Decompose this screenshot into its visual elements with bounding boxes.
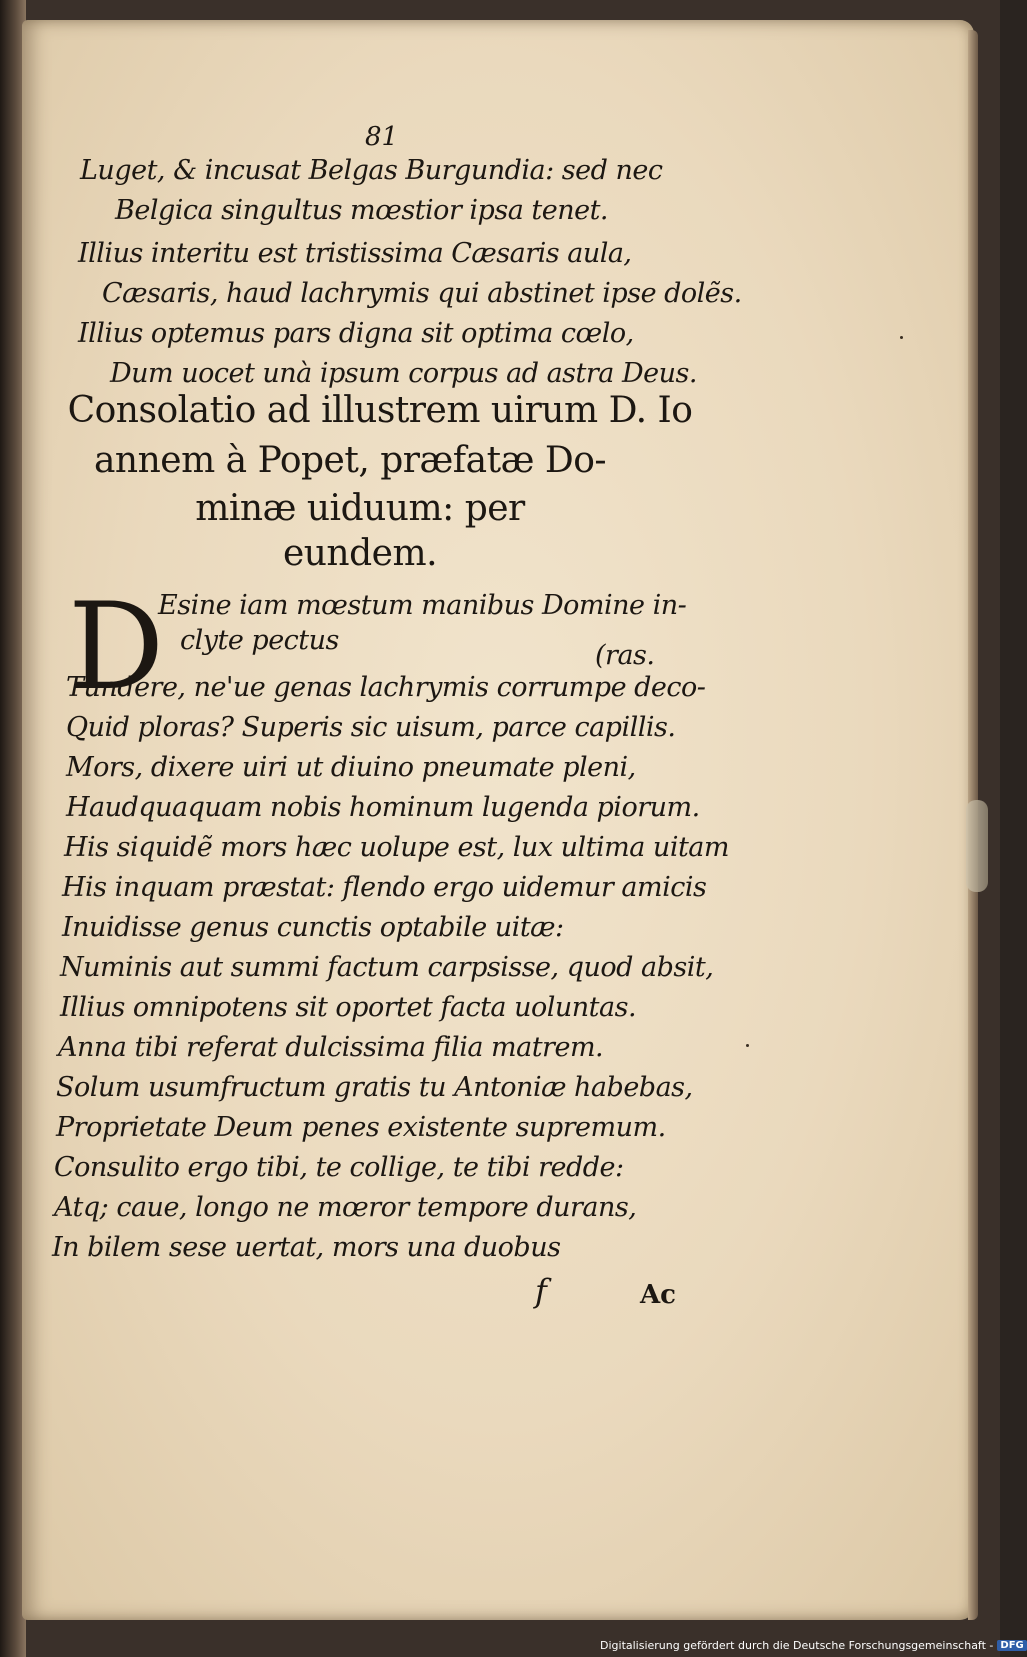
verse-line: clyte pectus: [180, 625, 339, 656]
verse-line: Illius omnipotens sit oportet facta uoluntas.: [60, 992, 637, 1023]
footer-credit: Digitalisierung gefördert durch die Deutsche Forschungsgemeinschaft -: [600, 1638, 994, 1652]
title-line: eundem.: [282, 533, 438, 574]
verse-line: Belgica singultus mœstior ipsa tenet.: [115, 195, 609, 226]
verse-line: Solum usumfructum gratis tu Antoniæ habebas,: [56, 1072, 693, 1103]
verse-line: His siquidẽ mors hæc uolupe est, lux ultima uitam: [64, 832, 730, 863]
verse-line: Proprietate Deum penes existente supremum.: [56, 1112, 666, 1143]
paper-speck: [900, 336, 903, 339]
paper-speck: [746, 1044, 749, 1047]
verse-line: Esine iam mœstum manibus Domine in-: [158, 590, 687, 621]
verse-line: Tundere, ne'ue genas lachrymis corrumpe deco-: [66, 672, 706, 703]
signature-mark: f: [535, 1272, 547, 1310]
title-line: annem à Popet, præfatæ Do-: [93, 440, 607, 481]
verse-line: Luget, & incusat Belgas Burgundia: sed nec: [80, 155, 663, 186]
title-line: Consolatio ad illustrem uirum D. Io: [67, 390, 693, 431]
page-number: 81: [365, 122, 399, 152]
title-line: minæ uiduum: per: [195, 488, 525, 529]
catchword: Ac: [640, 1280, 677, 1310]
verse-line: Consulito ergo tibi, te collige, te tibi redde:: [54, 1152, 624, 1183]
verse-line: Anna tibi referat dulcissima filia matrem.: [58, 1032, 604, 1063]
verse-line: In bilem sese uertat, mors una duobus: [52, 1232, 561, 1263]
verse-line: His inquam præstat: flendo ergo uidemur amicis: [62, 872, 707, 903]
verse-line: Numinis aut summi factum carpsisse, quod absit,: [60, 952, 714, 983]
verse-line: Quid ploras? Superis sic uisum, parce capillis.: [66, 712, 676, 743]
verse-line: Haudquaquam nobis hominum lugenda piorum.: [66, 792, 700, 823]
verse-line: Cæsaris, haud lachrymis qui abstinet ipse dolẽs.: [102, 278, 742, 309]
verse-line: Dum uocet unà ipsum corpus ad astra Deus.: [110, 358, 697, 389]
verse-line: Atq; caue, longo ne mœror tempore durans,: [54, 1192, 637, 1223]
turnover-text: (ras.: [595, 640, 655, 671]
verse-line: Inuidisse genus cunctis optabile uitæ:: [62, 912, 564, 943]
verse-line: Illius interitu est tristissima Cæsaris aula,: [78, 238, 632, 269]
verse-line: Illius optemus pars digna sit optima cœlo,: [78, 318, 634, 349]
dfg-logo: DFG: [997, 1640, 1026, 1651]
verse-line: Mors, dixere uiri ut diuino pneumate pleni,: [66, 752, 636, 783]
drop-cap: D: [68, 578, 165, 717]
digitization-footer: [600, 1636, 1024, 1654]
